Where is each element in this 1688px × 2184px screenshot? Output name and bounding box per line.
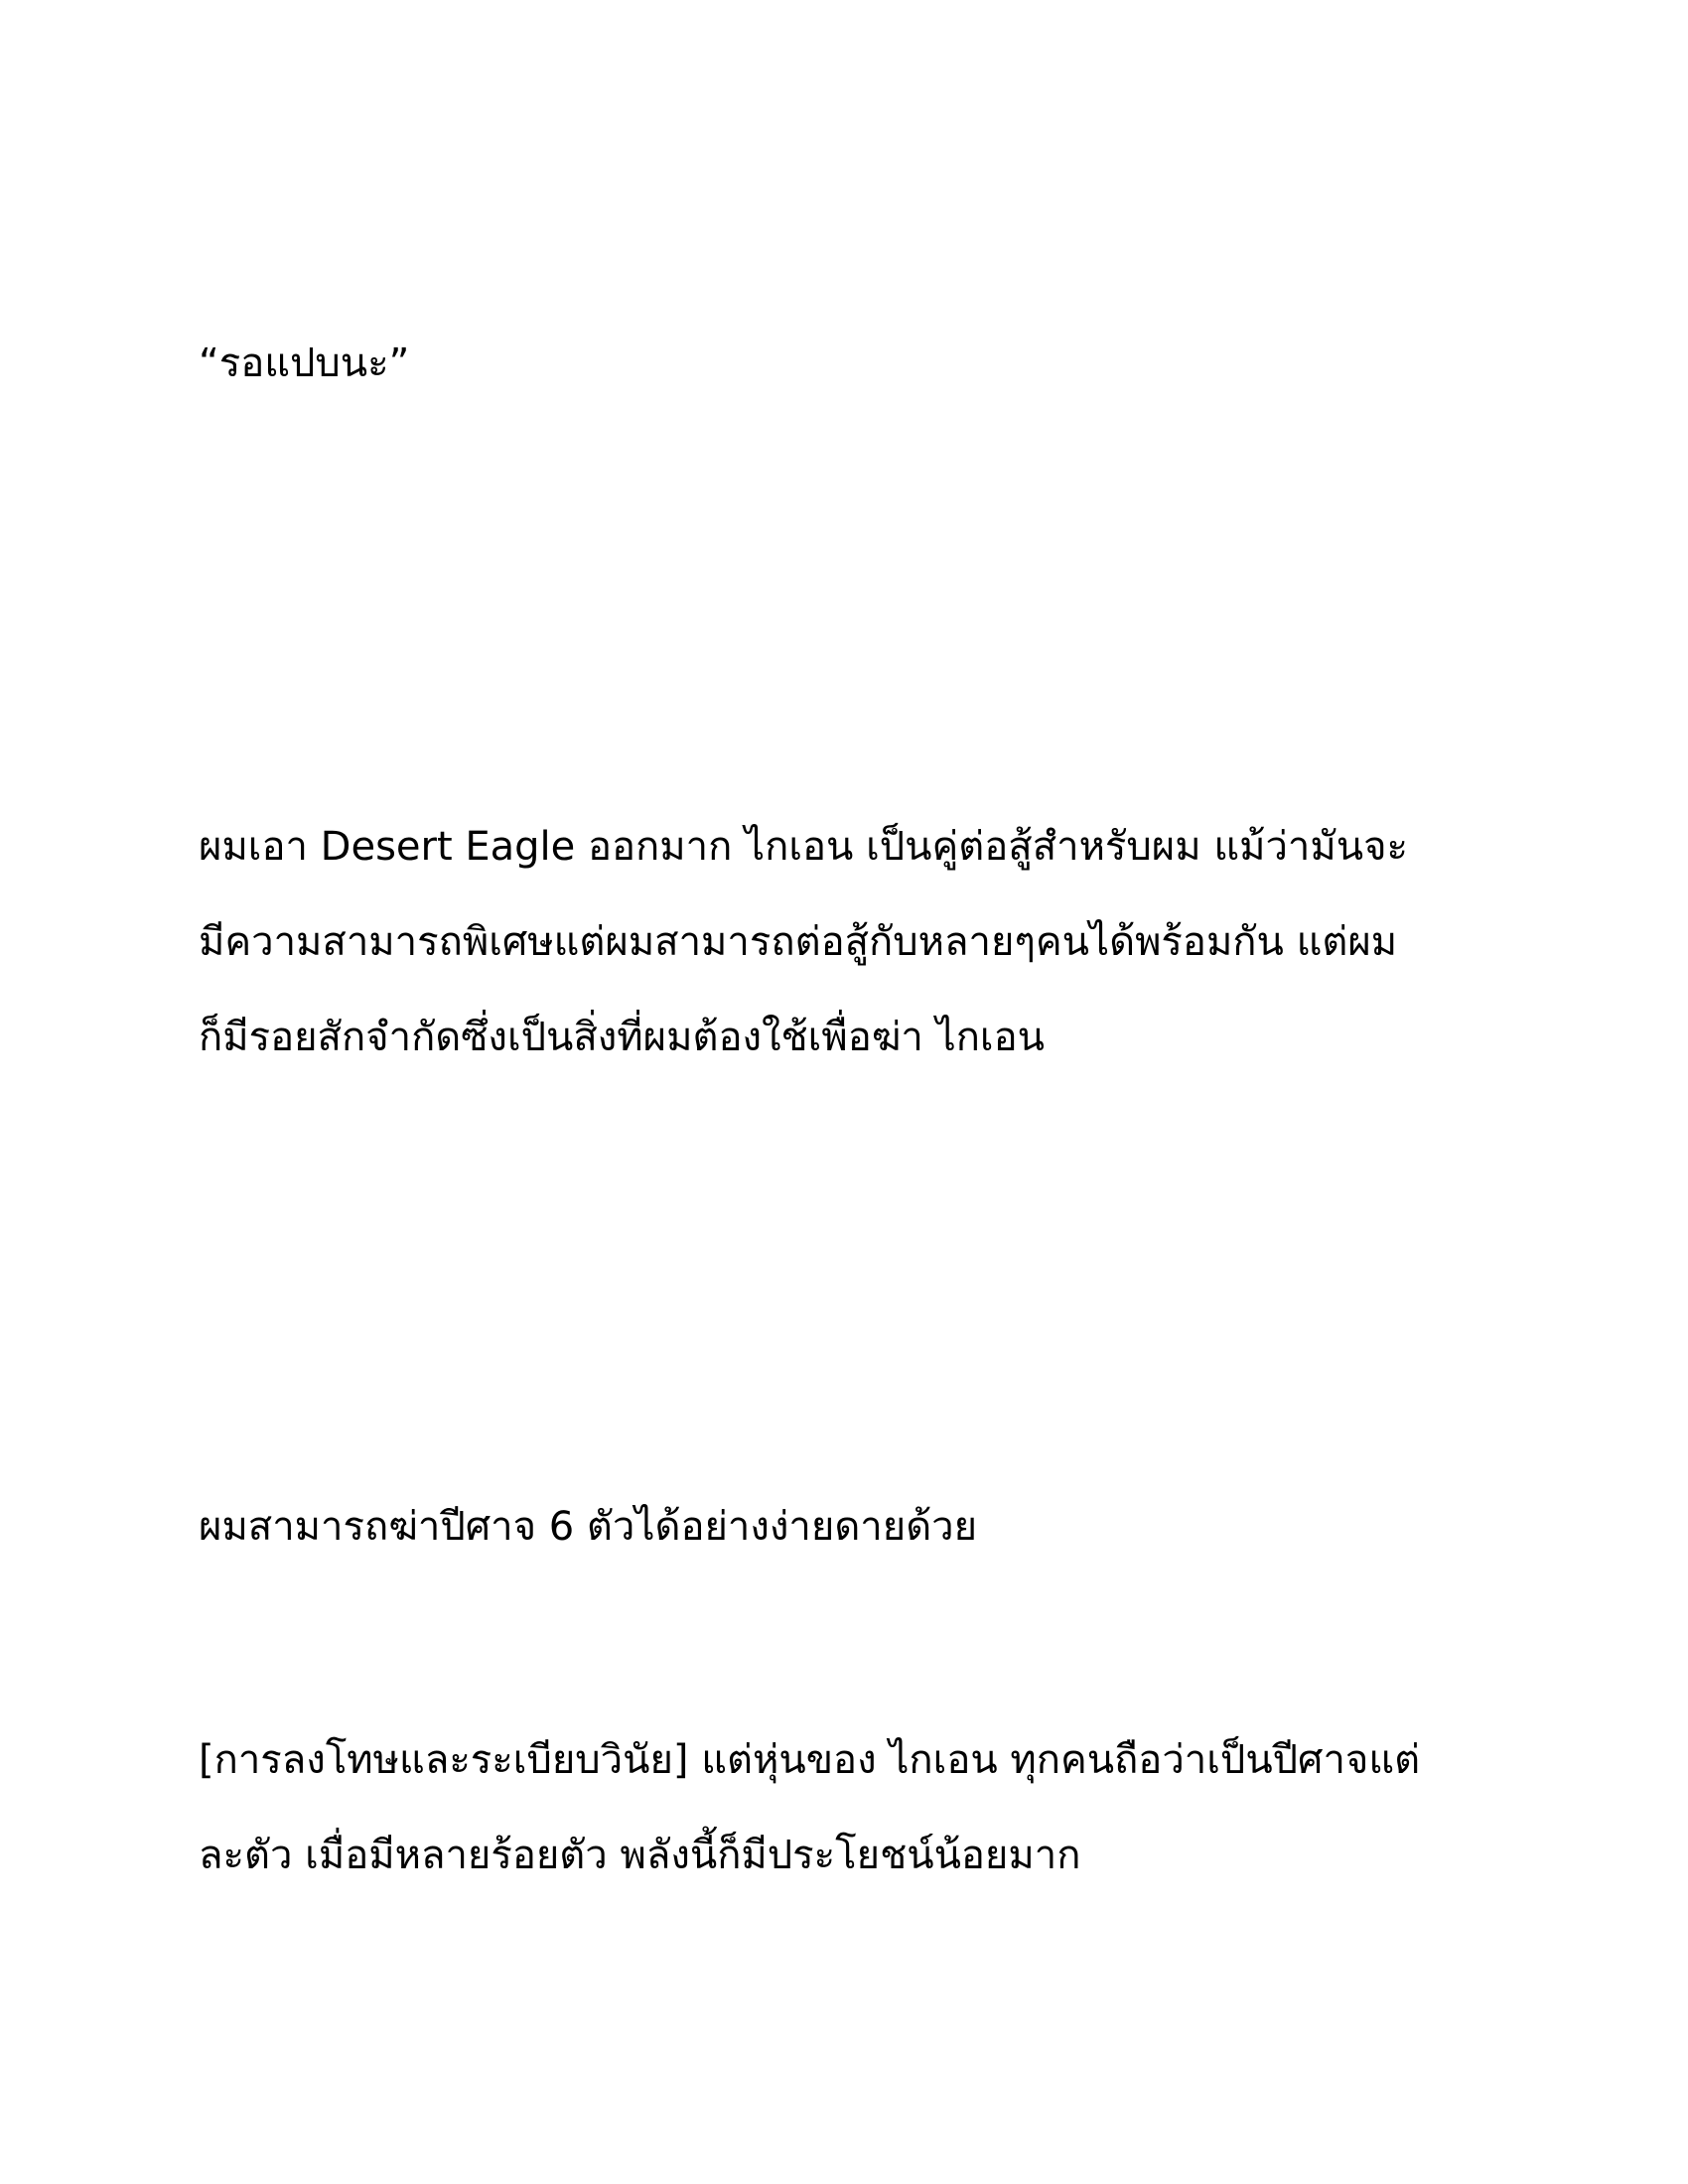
text-line: ละตัว เมื่อมีหลายร้อยตัว พลังนี้ก็มีประโยชน์น้อยมาก — [199, 1833, 1081, 1878]
paragraph-punishment — [199, 1712, 1509, 1903]
text-line: ก็มีรอยสักจำกัดซึ่งเป็นสิ่งที่ผมต้องใช้เพื่อฆ่า ไกเอน — [199, 1015, 1045, 1060]
text-line: ผมสามารถฆ่าปีศาจ 6 ตัวได้อย่างง่ายดายด้วย — [199, 1504, 978, 1550]
text-line: มีความสามารถพิเศษแต่ผมสามารถต่อสู้กับหลายๆคนได้พร้อมกัน แต่ผม — [199, 919, 1398, 965]
text-line: “รอแปบนะ” — [199, 341, 410, 386]
text-line: ผมเอา Desert Eagle ออกมาก ไกเอน เป็นคู่ต่อสู้สำหรับผม แม้ว่ามันจะ — [199, 824, 1409, 870]
text-line: [การลงโทษและระเบียบวินัย] แต่หุ่นของ ไกเอน ทุกคนถือว่าเป็นปีศาจแต่ — [199, 1737, 1421, 1783]
paragraph-desert-eagle — [199, 799, 1509, 1085]
paragraph-six-demons — [199, 1479, 1509, 1574]
paragraph-quote — [199, 316, 1509, 411]
